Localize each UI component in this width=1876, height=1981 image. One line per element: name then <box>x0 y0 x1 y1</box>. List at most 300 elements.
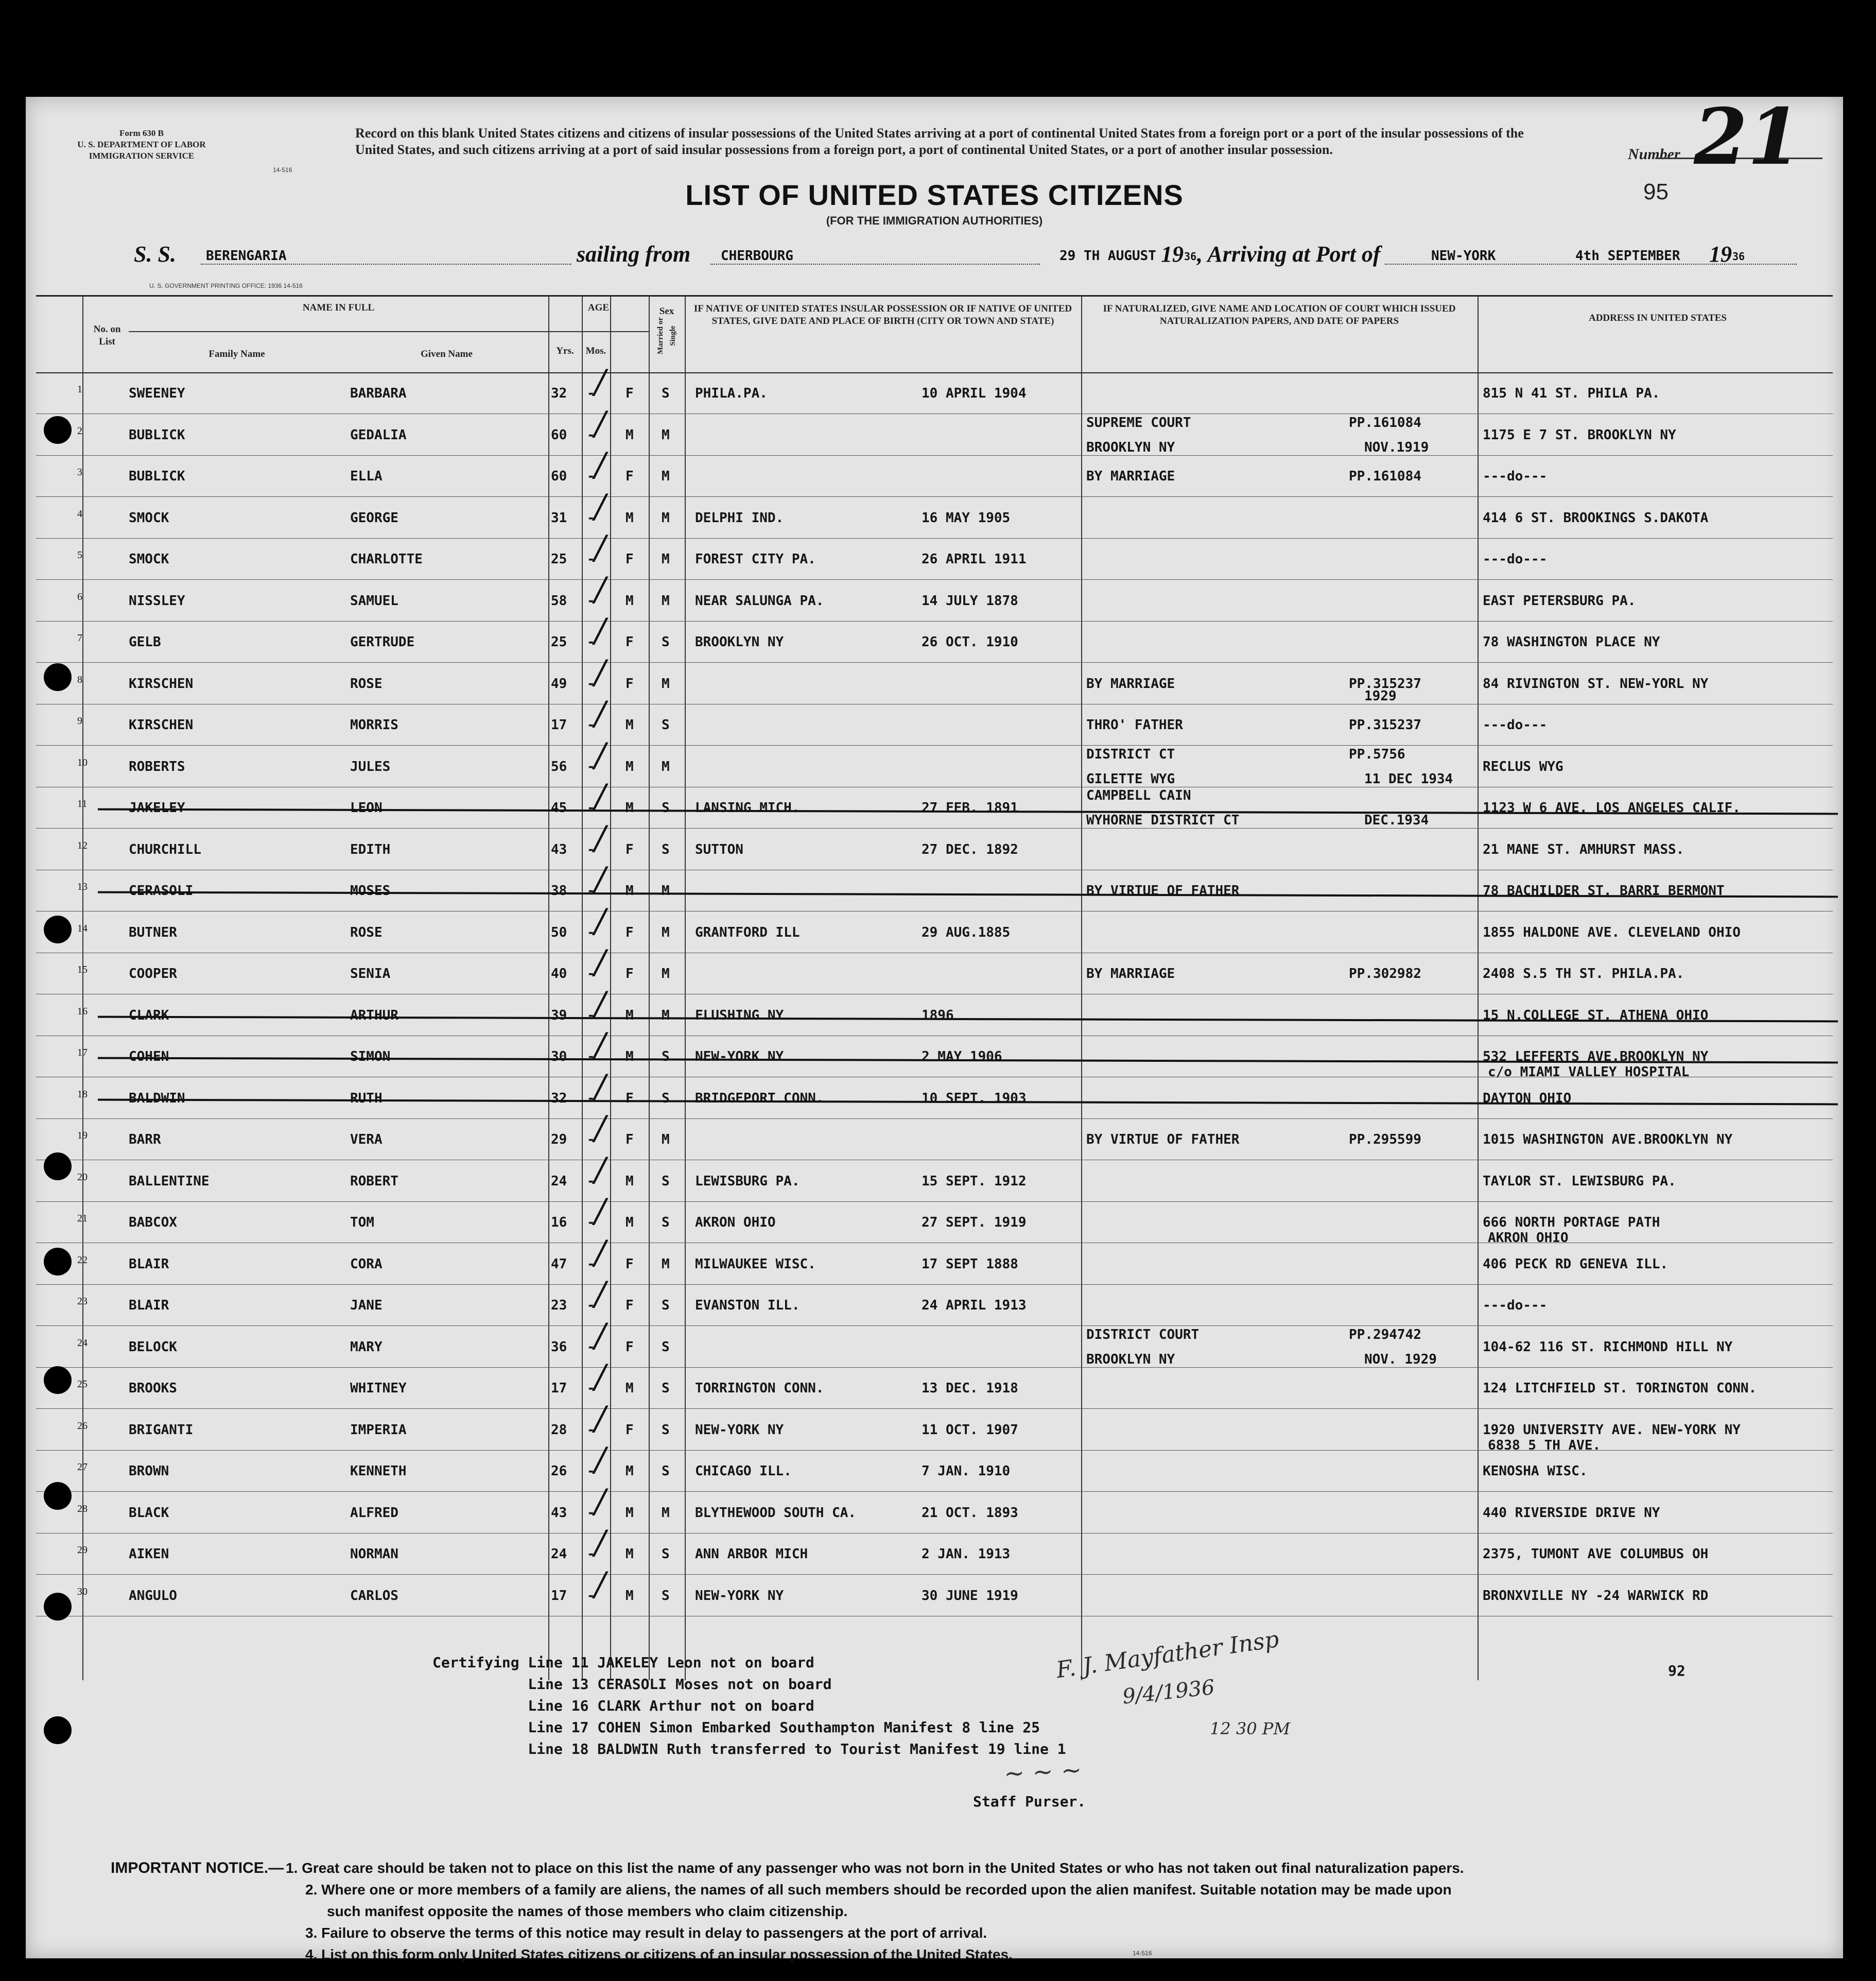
family-name: CERASOLI <box>129 883 194 899</box>
sex: F <box>626 1256 634 1272</box>
table-row <box>36 487 1833 539</box>
birth-date: 24 APRIL 1913 <box>922 1298 1027 1313</box>
age-months: - <box>587 427 595 443</box>
marital-status: M <box>662 469 670 484</box>
papers-date: 1929 <box>1364 688 1397 704</box>
check-mark-icon: / <box>595 1565 606 1604</box>
sex: F <box>626 469 634 484</box>
age-years: 16 <box>551 1215 567 1230</box>
birth-place: SUTTON <box>695 841 743 857</box>
row-number: 7 <box>77 632 82 644</box>
family-name: SMOCK <box>129 510 169 526</box>
check-mark-icon: / <box>595 487 606 526</box>
sex: M <box>626 510 634 526</box>
family-name: JAKELEY <box>129 800 185 816</box>
departure-date: 29 TH AUGUST <box>1059 248 1156 264</box>
age-years: 29 <box>551 1132 567 1147</box>
birth-place: NEW-YORK NY <box>695 1588 784 1604</box>
papers-number: PP.161084 <box>1349 415 1421 430</box>
birth-date: 21 OCT. 1893 <box>922 1505 1018 1521</box>
family-name: BALDWIN <box>129 1090 185 1106</box>
given-name: SIMON <box>350 1049 391 1064</box>
sex: M <box>626 1546 634 1562</box>
marital-status: M <box>662 1007 670 1023</box>
given-name: SENIA <box>350 966 391 981</box>
form-identifier <box>75 128 209 162</box>
birth-place: CHICAGO ILL. <box>695 1463 792 1479</box>
birth-date: 17 SEPT 1888 <box>922 1256 1018 1272</box>
given-name: ELLA <box>350 469 383 484</box>
marital-status: S <box>662 1090 670 1106</box>
age-months: - <box>587 759 595 774</box>
marital-status: S <box>662 800 670 816</box>
given-name: IMPERIA <box>350 1422 407 1438</box>
row-number: 1 <box>77 384 82 395</box>
given-name: GEDALIA <box>350 427 407 443</box>
birth-date: 14 JULY 1878 <box>922 593 1018 609</box>
age-years: 49 <box>551 676 567 692</box>
age-months: - <box>587 1339 595 1355</box>
marital-status: S <box>662 841 670 857</box>
court-location: WYHORNE DISTRICT CT <box>1086 813 1240 828</box>
marital-status: S <box>662 1588 670 1604</box>
purser-signature-mark: ~ ~ ~ <box>1003 1755 1083 1788</box>
check-mark-icon: / <box>595 363 606 401</box>
age-years: 24 <box>551 1546 567 1562</box>
check-mark-icon: / <box>595 1067 606 1106</box>
papers-number: PP.294742 <box>1349 1327 1421 1342</box>
given-name: WHITNEY <box>350 1381 407 1396</box>
birth-date: 7 JAN. 1910 <box>922 1463 1011 1479</box>
table-row <box>36 570 1833 622</box>
col-mos: Mos. <box>585 346 606 356</box>
check-mark-icon: / <box>595 1192 606 1230</box>
family-name: CLARK <box>129 1007 169 1023</box>
given-name: MARY <box>350 1339 383 1355</box>
age-years: 23 <box>551 1298 567 1313</box>
age-years: 32 <box>551 1090 567 1106</box>
check-mark-icon: / <box>595 1524 606 1562</box>
family-name: COHEN <box>129 1049 169 1064</box>
papers-date: DEC.1934 <box>1364 813 1429 828</box>
cert-line: Line 17 COHEN Simon Embarked Southampton Manifest 8 line 25 <box>432 1719 1040 1736</box>
check-mark-icon: / <box>595 446 606 484</box>
age-years: 60 <box>551 427 567 443</box>
address-line-1: 15 N.COLLEGE ST. ATHENA OHIO <box>1483 1007 1709 1023</box>
court-name: THRO' FATHER <box>1086 717 1183 733</box>
family-name: BLAIR <box>129 1256 169 1272</box>
birth-place: NEAR SALUNGA PA. <box>695 593 824 609</box>
given-name: EDITH <box>350 841 391 857</box>
table-row <box>36 943 1833 994</box>
sex: M <box>626 1215 634 1230</box>
family-name: BLAIR <box>129 1298 169 1313</box>
table-row <box>36 1565 1833 1616</box>
family-name: SMOCK <box>129 552 169 567</box>
row-number: 12 <box>77 839 88 851</box>
marital-status: M <box>662 676 670 692</box>
inspector-signature: F. J. Mayfather Insp <box>1054 1626 1281 1684</box>
check-mark-icon: / <box>595 1482 606 1521</box>
birth-date: 11 OCT. 1907 <box>922 1422 1018 1438</box>
sex: F <box>626 841 634 857</box>
papers-date: NOV.1919 <box>1364 439 1429 455</box>
family-name: BALLENTINE <box>129 1173 210 1189</box>
name-subrule <box>129 331 548 332</box>
age-months: - <box>587 1588 595 1604</box>
notice-item-3: 3. Failure to observe the terms of this notice may result in delay to passengers at the port of arrival. <box>305 1925 987 1941</box>
cert-line: Line 16 CLARK Arthur not on board <box>432 1697 814 1714</box>
marital-status: S <box>662 634 670 650</box>
punch-hole <box>44 663 72 691</box>
family-name: BROWN <box>129 1463 169 1479</box>
table-row <box>36 404 1833 456</box>
birth-place: BRIDGEPORT CONN. <box>695 1090 824 1106</box>
form-number: Form 630 B <box>119 128 164 138</box>
ss-label: S. S. <box>134 242 176 267</box>
row-number: 30 <box>77 1586 88 1597</box>
address-line-2: c/o MIAMI VALLEY HOSPITAL <box>1488 1064 1690 1080</box>
ship-name: BERENGARIA <box>206 248 287 264</box>
col-yrs: Yrs. <box>556 346 574 356</box>
table-row <box>36 736 1833 787</box>
check-mark-icon: / <box>595 1109 606 1147</box>
age-years: 25 <box>551 634 567 650</box>
birth-place: NEW-YORK NY <box>695 1049 784 1064</box>
age-months: - <box>587 510 595 526</box>
sex: F <box>626 386 634 401</box>
notice-item-2-cont: such manifest opposite the names of those members who claim citizenship. <box>327 1903 848 1919</box>
age-months: - <box>587 386 595 401</box>
marital-status: M <box>662 759 670 774</box>
family-name: KIRSCHEN <box>129 676 194 692</box>
col-no: No. on List <box>93 324 121 347</box>
age-years: 17 <box>551 1381 567 1396</box>
notice-item-1: 1. Great care should be taken not to place on this list the name of any passenger who was not born in the United States or who has not taken out final naturalization papers. <box>286 1860 1464 1876</box>
given-name: NORMAN <box>350 1546 398 1562</box>
family-name: SWEENEY <box>129 386 185 401</box>
given-name: CORA <box>350 1256 383 1272</box>
arriving-label: , Arriving at Port of <box>1197 242 1381 267</box>
birth-place: MILWAUKEE WISC. <box>695 1256 816 1272</box>
age-years: 26 <box>551 1463 567 1479</box>
cert-line: Line 18 BALDWIN Ruth transferred to Tourist Manifest 19 line 1 <box>432 1741 1066 1758</box>
punch-hole <box>44 1248 72 1276</box>
birth-date: 2 JAN. 1913 <box>922 1546 1011 1562</box>
row-number: 23 <box>77 1296 88 1307</box>
row-number: 29 <box>77 1544 88 1556</box>
check-mark-icon: / <box>595 1399 606 1438</box>
marital-status: S <box>662 1215 670 1230</box>
number-label: Number <box>1628 146 1680 163</box>
address-line-1: ---do--- <box>1483 469 1548 484</box>
sex: M <box>626 1049 634 1064</box>
birth-place: LANSING MICH. <box>695 800 800 816</box>
address-line-1: BRONXVILLE NY -24 WARWICK RD <box>1483 1588 1709 1604</box>
sex: F <box>626 1339 634 1355</box>
birth-date: 10 APRIL 1904 <box>922 386 1027 401</box>
given-name: RUTH <box>350 1090 383 1106</box>
sex: F <box>626 1422 634 1438</box>
row-number: 20 <box>77 1171 88 1183</box>
family-name: BELOCK <box>129 1339 177 1355</box>
col-married-single: Married or Single <box>656 317 677 355</box>
age-months: - <box>587 717 595 733</box>
given-name: MORRIS <box>350 717 398 733</box>
row-number: 5 <box>77 549 82 561</box>
birth-date: 26 OCT. 1910 <box>922 634 1018 650</box>
given-name: ALFRED <box>350 1505 398 1521</box>
check-mark-icon: / <box>595 695 606 733</box>
family-name: BLACK <box>129 1505 169 1521</box>
col-naturalized: IF NATURALIZED, GIVE NAME AND LOCATION OF COURT WHICH ISSUED NATURALIZATION PAPERS, AND DATE OF PAPERS <box>1103 303 1456 326</box>
marital-status: S <box>662 1422 670 1438</box>
manifest-page <box>26 92 1843 1962</box>
check-mark-icon: / <box>595 943 606 981</box>
marital-status: M <box>662 966 670 981</box>
row-number: 18 <box>77 1088 88 1100</box>
check-mark-icon: / <box>595 1316 606 1355</box>
address-line-1: 78 BACHILDER ST. BARRI BERMONT <box>1483 883 1725 899</box>
arrival-year-prefix: 19 <box>1709 242 1732 267</box>
table-row <box>36 860 1833 911</box>
marital-status: S <box>662 1173 670 1189</box>
address-line-1: 2408 S.5 TH ST. PHILA.PA. <box>1483 966 1684 981</box>
form-department: U. S. DEPARTMENT OF LABOR <box>77 140 206 149</box>
col-family-name: Family Name <box>209 349 265 359</box>
age-years: 17 <box>551 717 567 733</box>
marital-status: M <box>662 427 670 443</box>
age-years: 50 <box>551 924 567 940</box>
given-name: ROSE <box>350 676 383 692</box>
col-name-in-full: NAME IN FULL <box>302 302 375 313</box>
address-line-1: 815 N 41 ST. PHILA PA. <box>1483 386 1660 401</box>
table-row <box>36 1026 1833 1080</box>
age-months: - <box>587 1298 595 1313</box>
sex: M <box>626 427 634 443</box>
row-number: 22 <box>77 1254 88 1266</box>
marital-status: M <box>662 883 670 899</box>
sex: M <box>626 800 634 816</box>
age-months: - <box>587 593 595 609</box>
address-line-1: 104-62 116 ST. RICHMOND HILL NY <box>1483 1339 1733 1355</box>
address-line-1: 78 WASHINGTON PLACE NY <box>1483 634 1660 650</box>
age-years: 47 <box>551 1256 567 1272</box>
staff-purser-text: Staff Purser. <box>973 1793 1086 1810</box>
court-name: SUPREME COURT <box>1086 415 1191 430</box>
address-line-1: 84 RIVINGTON ST. NEW-YORL NY <box>1483 676 1709 692</box>
given-name: JANE <box>350 1298 383 1313</box>
given-name: JULES <box>350 759 391 774</box>
marital-status: S <box>662 1298 670 1313</box>
sex: M <box>626 759 634 774</box>
punch-hole <box>44 416 72 444</box>
birth-date: 1896 <box>922 1007 954 1023</box>
sex: M <box>626 1463 634 1479</box>
sex: F <box>626 1298 634 1313</box>
papers-date: 11 DEC 1934 <box>1364 771 1453 787</box>
number-value: 21 <box>1694 92 1801 182</box>
birth-place: EVANSTON ILL. <box>695 1298 800 1313</box>
marital-status: M <box>662 924 670 940</box>
punch-hole <box>44 1593 72 1621</box>
birth-date: 16 MAY 1905 <box>922 510 1011 526</box>
papers-date: NOV. 1929 <box>1364 1351 1437 1367</box>
birth-place: NEW-YORK NY <box>695 1422 784 1438</box>
sailing-from-label: sailing from <box>577 242 691 267</box>
marital-status: M <box>662 593 670 609</box>
table-row <box>36 1109 1833 1160</box>
age-months: - <box>587 1546 595 1562</box>
row-number: 11 <box>77 798 88 809</box>
address-line-2: 6838 5 TH AVE. <box>1488 1437 1601 1453</box>
age-months: - <box>587 1463 595 1479</box>
row-number: 14 <box>77 922 88 934</box>
age-months: - <box>587 1505 595 1521</box>
row-number: 25 <box>77 1379 88 1390</box>
row-number: 9 <box>77 715 82 727</box>
address-line-1: ---do--- <box>1483 1298 1548 1313</box>
age-years: 45 <box>551 800 567 816</box>
address-line-1: KENOSHA WISC. <box>1483 1463 1588 1479</box>
marital-status: M <box>662 1256 670 1272</box>
court-name: DISTRICT COURT <box>1086 1327 1200 1342</box>
age-months: - <box>587 1132 595 1147</box>
birth-place: BLYTHEWOOD SOUTH CA. <box>695 1505 857 1521</box>
age-years: 30 <box>551 1049 567 1064</box>
family-name: KIRSCHEN <box>129 717 194 733</box>
address-line-1: 666 NORTH PORTAGE PATH <box>1483 1215 1660 1230</box>
family-name: GELB <box>129 634 161 650</box>
inspector-date: 9/4/1936 <box>1121 1675 1216 1709</box>
given-name: GEORGE <box>350 510 398 526</box>
marital-status: S <box>662 1463 670 1479</box>
birth-date: 2 MAY 1906 <box>922 1049 1002 1064</box>
page-number: 95 <box>1643 179 1669 204</box>
age-months: - <box>587 676 595 692</box>
given-name: CHARLOTTE <box>350 552 423 567</box>
age-years: 43 <box>551 841 567 857</box>
punch-hole <box>44 1716 72 1744</box>
address-line-1: RECLUS WYG <box>1483 759 1564 774</box>
sex: M <box>626 717 634 733</box>
arrival-port: NEW-YORK <box>1431 248 1496 264</box>
age-months: - <box>587 634 595 650</box>
row-number: 13 <box>77 881 88 892</box>
sex: F <box>626 676 634 692</box>
sex: M <box>626 1588 634 1604</box>
sex: F <box>626 1090 634 1106</box>
check-mark-icon: / <box>595 570 606 609</box>
address-line-1: 414 6 ST. BROOKINGS S.DAKOTA <box>1483 510 1709 526</box>
age-months: - <box>587 924 595 940</box>
address-line-1: 1015 WASHINGTON AVE.BROOKLYN NY <box>1483 1132 1733 1147</box>
marital-status: M <box>662 510 670 526</box>
given-name: ROBERT <box>350 1173 398 1189</box>
family-name: BROOKS <box>129 1381 177 1396</box>
papers-number: PP.315237 <box>1349 717 1421 733</box>
marital-status: S <box>662 1339 670 1355</box>
address-line-1: DAYTON OHIO <box>1483 1090 1572 1106</box>
arrival-year: 36 <box>1732 250 1745 263</box>
row-number: 16 <box>77 1005 88 1017</box>
check-mark-icon: / <box>595 612 606 650</box>
age-months: - <box>587 1007 595 1023</box>
address-line-1: EAST PETERSBURG PA. <box>1483 593 1636 609</box>
address-line-1: TAYLOR ST. LEWISBURG PA. <box>1483 1173 1676 1189</box>
sex: F <box>626 924 634 940</box>
family-name: ANGULO <box>129 1588 177 1604</box>
age-years: 38 <box>551 883 567 899</box>
address-line-1: 1123 W 6 AVE. LOS ANGELES CALIF. <box>1483 800 1741 816</box>
row-number: 19 <box>77 1130 88 1141</box>
check-mark-icon: / <box>595 778 606 816</box>
col-given-name: Given Name <box>421 349 473 359</box>
row-number: 3 <box>77 467 82 478</box>
departure-port: CHERBOURG <box>721 248 793 264</box>
check-mark-icon: / <box>595 529 606 567</box>
page-subtitle: (FOR THE IMMIGRATION AUTHORITIES) <box>826 214 1043 227</box>
birth-date: 27 DEC. 1892 <box>922 841 1018 857</box>
address-line-1: 1175 E 7 ST. BROOKLYN NY <box>1483 427 1676 443</box>
given-name: ROSE <box>350 924 383 940</box>
marital-status: S <box>662 1546 670 1562</box>
check-mark-icon: / <box>595 902 606 940</box>
age-years: 40 <box>551 966 567 981</box>
table-row <box>36 1524 1833 1575</box>
table-row <box>36 363 1833 414</box>
birth-date: 27 SEPT. 1919 <box>922 1215 1027 1230</box>
address-line-1: 124 LITCHFIELD ST. TORINGTON CONN. <box>1483 1381 1757 1396</box>
age-years: 17 <box>551 1588 567 1604</box>
address-line-1: 1855 HALDONE AVE. CLEVELAND OHIO <box>1483 924 1741 940</box>
notice-item-2: 2. Where one or more members of a family are aliens, the names of all such members should be recorded upon the alien manifest. Suitable notation may be made upon <box>305 1882 1452 1898</box>
table-row <box>36 1275 1833 1326</box>
row-number: 17 <box>77 1047 88 1058</box>
table-row <box>36 653 1833 704</box>
arrival-date: 4th SEPTEMBER <box>1575 248 1680 264</box>
given-name: BARBARA <box>350 386 407 401</box>
birth-place: AKRON OHIO <box>695 1215 776 1230</box>
court-name: DISTRICT CT <box>1086 746 1175 762</box>
table-row <box>36 612 1833 663</box>
birth-place: GRANTFORD ILL <box>695 924 800 940</box>
age-years: 39 <box>551 1007 567 1023</box>
table-row <box>36 1192 1833 1246</box>
age-years: 60 <box>551 469 567 484</box>
table-row <box>36 1150 1833 1202</box>
header-notice: Record on this blank United States citizens and citizens of insular possessions of the United States arriving at a port of continental United States from a foreign port or a port of the insular possessions of the United States, and such citizens arriving at a port of said insular possessions from a foreign port, a port of continental United States, or a port of another insular possession. <box>355 126 1524 157</box>
sex: M <box>626 1381 634 1396</box>
sex: M <box>626 1505 634 1521</box>
address-line-1: 1920 UNIVERSITY AVE. NEW-YORK NY <box>1483 1422 1741 1438</box>
marital-status: S <box>662 717 670 733</box>
address-line-1: 532 LEFFERTS AVE.BROOKLYN NY <box>1483 1049 1709 1064</box>
given-name: VERA <box>350 1132 383 1147</box>
given-name: GERTRUDE <box>350 634 415 650</box>
age-years: 25 <box>551 552 567 567</box>
court-location: BROOKLYN NY <box>1086 439 1175 455</box>
table-row <box>36 529 1833 580</box>
birth-place: BROOKLYN NY <box>695 634 784 650</box>
check-mark-icon: / <box>595 736 606 774</box>
family-name: ROBERTS <box>129 759 185 774</box>
age-months: - <box>587 1215 595 1230</box>
family-name: AIKEN <box>129 1546 169 1562</box>
given-name: TOM <box>350 1215 374 1230</box>
marital-status: M <box>662 1132 670 1147</box>
papers-number: PP.302982 <box>1349 966 1421 981</box>
